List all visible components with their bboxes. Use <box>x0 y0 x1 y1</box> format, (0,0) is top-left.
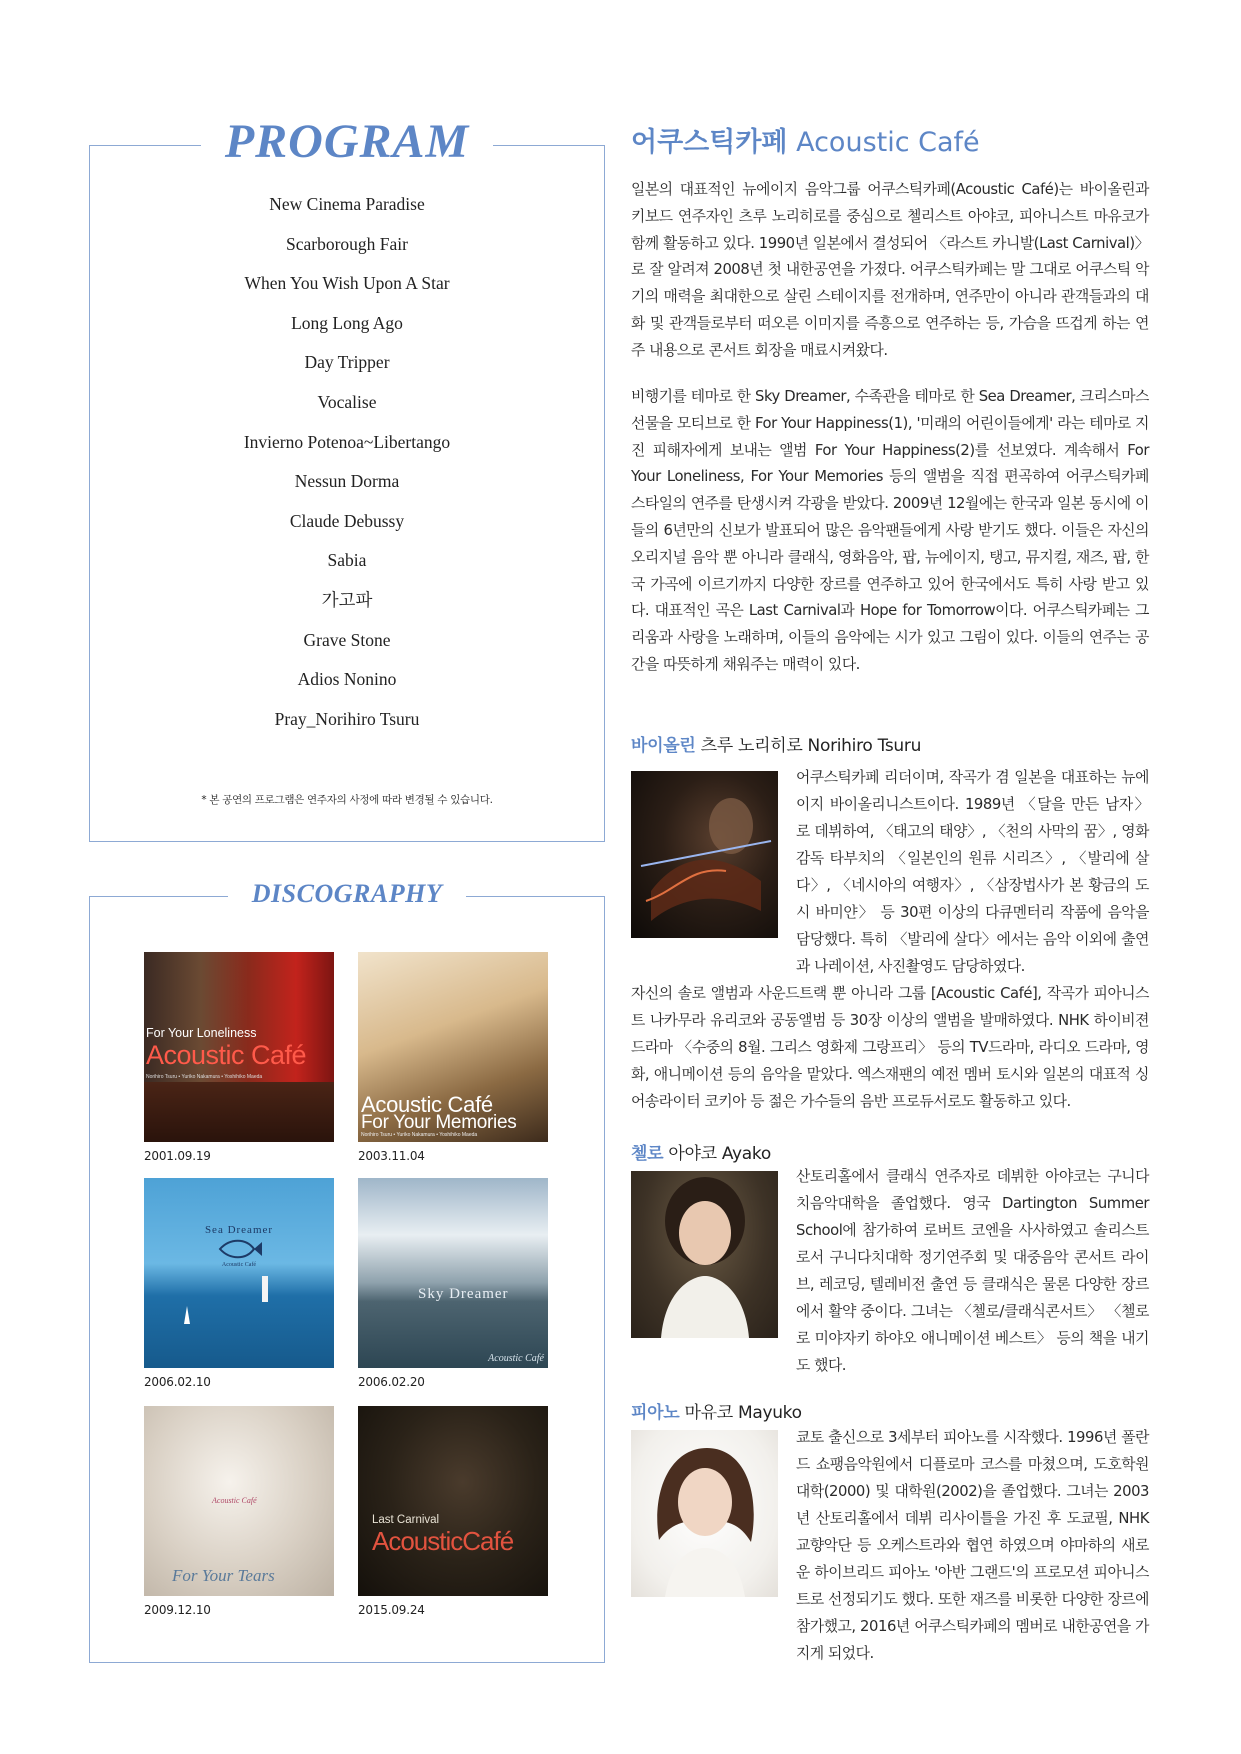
member-role: 바이올린 <box>631 736 696 756</box>
cover-title: Last Carnival <box>372 1514 440 1526</box>
discography-title: DISCOGRAPHY <box>228 879 466 909</box>
album-sky-dreamer <box>358 1178 548 1389</box>
album-release-date: 2009.12.10 <box>144 1603 211 1617</box>
title-english: Acoustic Café <box>796 127 980 158</box>
program-item: Claude Debussy <box>289 510 405 531</box>
album-last-carnival <box>358 1406 548 1617</box>
program-item: Pray_Norihiro Tsuru <box>274 708 420 729</box>
album-cover <box>144 1406 334 1596</box>
program-item: Long Long Ago <box>291 312 403 333</box>
program-item: Grave Stone <box>303 629 391 650</box>
album-cover <box>358 1406 548 1596</box>
album-for-your-loneliness <box>144 952 334 1163</box>
cover-artists: Norihiro Tsuru • Yuriko Nakamura • Yoshihiko Maeda <box>361 1132 478 1138</box>
pianist-photo <box>631 1430 778 1597</box>
cover-title: Sky Dreamer <box>418 1286 509 1302</box>
cover-band-name: AcousticCafé <box>372 1526 514 1556</box>
member-role: 첼로 <box>631 1144 664 1164</box>
cover-title: For Your Memories <box>361 1112 517 1133</box>
program-item: Scarborough Fair <box>286 233 408 254</box>
cover-band-name: Acoustic Café <box>221 1262 257 1268</box>
program-item: New Cinema Paradise <box>269 194 425 214</box>
violinist-photo <box>631 771 778 938</box>
album-for-your-memories <box>358 952 548 1163</box>
cover-title: For Your Loneliness <box>146 1026 257 1040</box>
member-name: 츠루 노리히로 Norihiro Tsuru <box>700 736 922 756</box>
program-item: Sabia <box>327 550 367 571</box>
program-item: When You Wish Upon A Star <box>244 273 450 294</box>
album-release-date: 2001.09.19 <box>144 1149 211 1163</box>
title-korean: 어쿠스틱카페 <box>631 127 788 158</box>
violinist-bio-continued: 자신의 솔로 앨범과 사운드트랙 뿐 아니라 그룹 [Acoustic Café], 작곡가 피아니스트 나카무라 유리코와 공동앨범 등 30장 이상의 앨범을 발매하였다. NHK 하이비젼 드라마 〈수중의 8월. 그리스 영화제 그랑프리〉 등의 TV드라마, 라디오 드라마, 영화, 애니메이션 등의 음악을 맡았다. 엑스재팬의 예전 멤버 토시와 일본의 대표적 싱어송라이터 코키아 등 젊은 가수들의 음반 프로듀서로도 활동하고 있다. <box>631 985 1149 1110</box>
cover-title: Sea Dreamer <box>204 1224 274 1236</box>
cover-band-name: Acoustic Café <box>146 1040 307 1070</box>
cover-band-name: Acoustic Café <box>488 1353 544 1364</box>
program-item: Invierno Potenoa~Libertango <box>243 431 451 452</box>
album-cover <box>144 1178 334 1368</box>
cello-heading <box>631 1139 771 1164</box>
album-release-date: 2015.09.24 <box>358 1603 425 1617</box>
pianist-bio: 쿄토 출신으로 3세부터 피아노를 시작했다. 1996년 폴란드 쇼팽음악원에서 디플로마 코스를 마쳤으며, 도호학원대학(2000) 및 대학원(2002)을 졸업했다. 그녀는 2003년 산토리홀에서 데뷔 리사이틀을 가진 후 도쿄필, NHK 교향악단 등 오케스트라와 협연 하였으며 야마하의 새로운 하이브리드 피아노 '아반 그랜드'의 프로모션 피아니스트로 선정되기도 했다. 또한 재즈를 비롯한 다양한 장르에 참가했고, 2016년 어쿠스틱카페의 멤버로 내한공연을 가지게 되었다. <box>796 1429 1149 1662</box>
member-name: 아야코 Ayako <box>668 1144 771 1164</box>
cellist-photo <box>631 1171 778 1338</box>
program-item: 가고파 <box>321 589 373 610</box>
intro-paragraph-2: 비행기를 테마로 한 Sky Dreamer, 수족관을 테마로 한 Sea Dreamer, 크리스마스 선물을 모티브로 한 For Your Happiness(1), '미래의 어린이들에게' 라는 테마로 지진 피해자에게 보내는 앨범 For Your Happiness(2)를 선보였다. 계속해서 For Your Loneliness, For Your Memories 등의 앨범을 직접 편곡하여 어쿠스틱카페 스타일의 연주를 탄생시켜 각광을 받았다. 2009년 12월에는 한국과 일본 동시에 이들의 6년만의 신보가 발표되어 많은 음악팬들에게 사랑 받기도 했다. 이들은 자신의 오리지널 음악 뿐 아니라 클래식, 영화음악, 팝, 뉴에이지, 탱고, 뮤지컬, 재즈, 팝, 한국 가곡에 이르기까지 다양한 장르를 연주하고 있어 한국에서도 특히 사랑 받고 있다. 대표적인 곡은 Last Carnival과 Hope for Tomorrow이다. 어쿠스틱카페는 그리움과 사랑을 노래하며, 이들의 음악에는 시가 있고 그림이 있다. 이들의 연주는 공간을 따뜻하게 채워주는 매력이 있다. <box>631 388 1149 673</box>
album-release-date: 2003.11.04 <box>358 1149 425 1163</box>
fish-icon <box>216 1238 262 1260</box>
album-for-your-tears <box>144 1406 334 1617</box>
album-cover <box>358 952 548 1142</box>
program-item: Day Tripper <box>304 352 390 373</box>
cover-title: For Your Tears <box>172 1566 275 1585</box>
piano-heading <box>631 1398 802 1423</box>
intro-paragraph-1: 일본의 대표적인 뉴에이지 음악그룹 어쿠스틱카페(Acoustic Café)는 바이올린과 키보드 연주자인 츠루 노리히로를 중심으로 첼리스트 아야코, 피아니스트 마유코가 함께 활동하고 있다. 1990년 일본에서 결성되어 〈라스트 카니발(Last Carnival)〉로 잘 알려져 2008년 첫 내한공연을 가졌다. 어쿠스틱카페는 말 그대로 어쿠스틱 악기의 매력을 최대한으로 살린 스테이지를 전개하며, 연주만이 아니라 관객들과의 대화 및 관객들로부터 떠오른 이미지를 즉흥으로 연주하는 등, 가슴을 뜨겁게 하는 연주 내용으로 콘서트 회장을 매료시켜왔다. <box>631 181 1149 359</box>
member-role: 피아노 <box>631 1403 680 1423</box>
cover-artists: Norihiro Tsuru • Yuriko Nakamura • Yoshihiko Maeda <box>146 1074 263 1080</box>
program-item: Nessun Dorma <box>294 471 400 492</box>
cover-band-name: Acoustic Café <box>361 1092 493 1117</box>
cover-band-name: Acoustic Café <box>212 1496 257 1505</box>
program-item: Adios Nonino <box>297 669 397 690</box>
cellist-bio: 산토리홀에서 클래식 연주자로 데뷔한 아야코는 구니다치음악대학을 졸업했다. 영국 Dartington Summer School에 참가하여 로버트 코엔을 사사하였고 솔리스트로서 구니다치대학 정기연주회 및 대중음악 콘서트 라이브, 레코딩, 텔레비전 출연 등 클래식은 물론 다양한 장르에서 활약 중이다. 그녀는 〈첼로/클래식콘서트〉 〈첼로로 미야자키 하야오 애니메이션 베스트〉 등의 책을 내기도 했다. <box>796 1168 1149 1374</box>
album-sea-dreamer <box>144 1178 334 1389</box>
program-title: PROGRAM <box>201 114 493 169</box>
album-release-date: 2006.02.10 <box>144 1375 211 1389</box>
violinist-bio: 어쿠스틱카페 리더이며, 작곡가 겸 일본을 대표하는 뉴에이지 바이올리니스트이다. 1989년 〈달을 만든 남자〉로 데뷔하여, 〈태고의 태양〉, 〈천의 사막의 꿈〉, 영화감독 타부치의 〈일본인의 원류 시리즈〉, 〈발리에 살다〉, 〈네시아의 여행자〉, 〈삼장법사가 본 황금의 도시 바미얀〉 등 30편 이상의 다큐멘터리 작품에 음악을 담당했다. 특히 〈발리에 살다〉에서는 음악 이외에 출연과 나레이션, 사진촬영도 담당하였다. <box>796 769 1149 975</box>
violin-heading <box>631 731 921 756</box>
member-name: 마유코 Mayuko <box>684 1403 802 1423</box>
program-list <box>90 192 604 746</box>
album-cover <box>144 952 334 1142</box>
album-release-date: 2006.02.20 <box>358 1375 425 1389</box>
program-box <box>89 115 605 842</box>
program-item: Vocalise <box>317 391 377 412</box>
program-change-note: * 본 공연의 프로그램은 연주자의 사정에 따라 변경될 수 있습니다. <box>201 794 493 806</box>
page-title <box>631 120 980 159</box>
album-cover <box>358 1178 548 1368</box>
